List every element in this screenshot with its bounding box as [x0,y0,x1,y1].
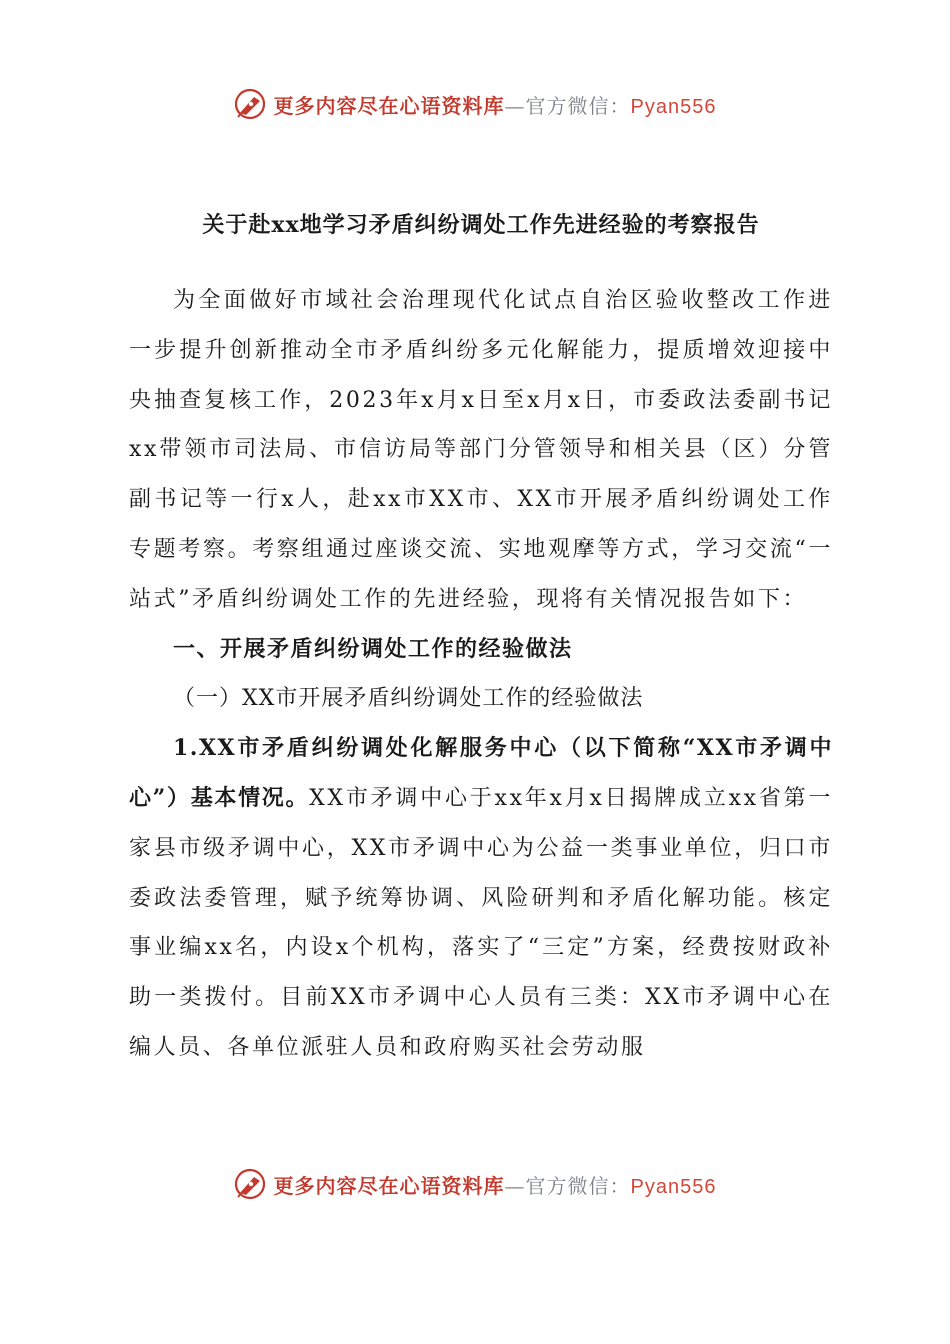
item-1-body: XX市矛调中心于xx年x月x日揭牌成立xx省第一家县市级矛调中心，XX市矛调中心为公益一类事业单位，归口市委政法委管理，赋予统筹协调、风险研判和矛盾化解功能。核定事业编xx名，内设x个机构，落实了“三定”方案，经费按财政补助一类拨付。目前XX市矛调中心人员有三类：XX市矛调中心在编人员、各单位派驻人员和政府购买社会劳动服 [129,785,834,1060]
banner-text: 更多内容尽在心语资料库—官方微信：Pyan556 [273,93,717,118]
header-banner [0,84,950,124]
pen-nib-logo-icon [234,87,268,121]
document-title: 关于赴xx地学习矛盾纠纷调处工作先进经验的考察报告 [202,212,760,238]
section-heading-1: 一、开展矛盾纠纷调处工作的经验做法 [173,635,573,662]
document-body [129,200,833,1073]
subsection-heading-1: （一）XX市开展矛盾纠纷调处工作的经验做法 [173,686,644,712]
pen-nib-logo-icon [234,1167,268,1201]
footer-banner [0,1164,950,1204]
item-1-paragraph [129,724,833,1073]
item-1-lead: 1.XX市矛盾纠纷调处化解服务中心（以下简称“XX市矛调中心”）基本情况。 [129,735,833,811]
banner-text: 更多内容尽在心语资料库—官方微信：Pyan556 [273,1173,717,1198]
intro-paragraph: 为全面做好市域社会治理现代化试点自治区验收整改工作进一步提升创新推动全市矛盾纠纷多元化解能力，提质增效迎接中央抽查复核工作，2023年x月x日至x月x日，市委政法委副书记xx带领市司法局、市信访局等部门分管领导和相关县（区）分管副书记等一行x人，赴xx市XX市、XX市开展矛盾纠纷调处工作专题考察。考察组通过座谈交流、实地观摩等方式，学习交流“一站式”矛盾纠纷调处工作的先进经验，现将有关情况报告如下： [129,288,833,612]
